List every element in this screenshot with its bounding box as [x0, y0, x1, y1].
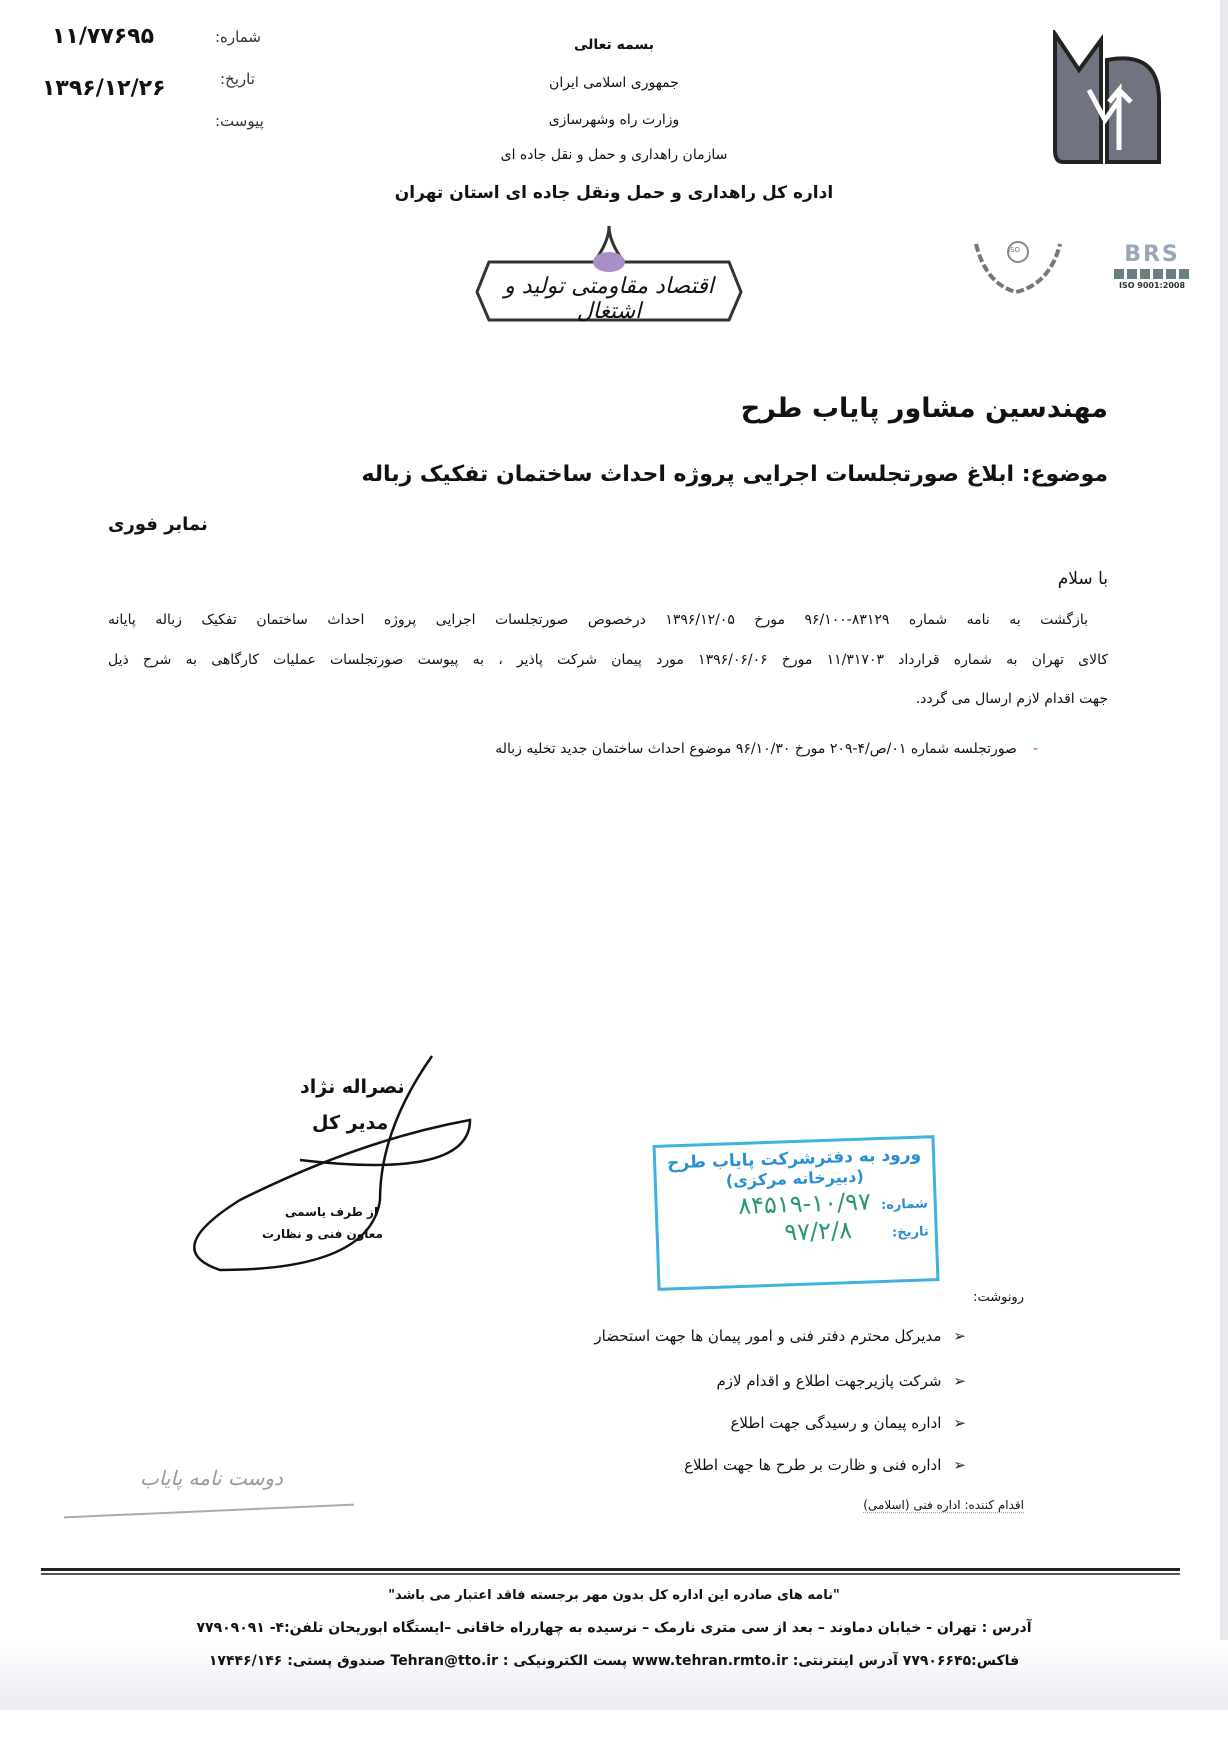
handwritten-note: دوست نامه پایاب [140, 1466, 283, 1490]
cc-item-text: اداره فنی و ظارت بر طرح ها جهت اطلاع [684, 1456, 942, 1474]
receipt-stamp [653, 1135, 940, 1291]
subject: موضوع: ابلاغ صورتجلسات اجرایی پروژه احداث ساختمان تفکیک زباله [361, 462, 1108, 487]
cc-item [717, 1372, 967, 1390]
date-label: تاریخ: [220, 70, 255, 88]
header-line-3: سازمان راهداری و حمل و نقل جاده ای [500, 147, 728, 163]
date-value: ۱۳۹۶/۱۲/۲۶ [42, 76, 166, 101]
cc-item-text: اداره پیمان و رسیدگی جهت اطلاع [730, 1414, 942, 1432]
brs-logo [1108, 232, 1196, 300]
footer-address: آدرس : تهران - خیابان دماوند – بعد از سی متری نارمک – نرسیده به چهارراه خاقانی –ایستگاه ابوریحان تلفن:۴- ۷۷۹۰۹۰۹۱ [196, 1620, 1032, 1636]
action-by: اقدام کننده: اداره فنی (اسلامی) [863, 1498, 1024, 1512]
stamp-number-value: ۱۰/۹۷-۸۴۵۱۹ [737, 1187, 872, 1221]
iso-cert-label: ISO 9001:2008 [1118, 281, 1186, 290]
iso-wings-logo [966, 234, 1070, 296]
arrow-icon: ➢ [953, 1372, 966, 1390]
basmala: بسمه تعالی [573, 37, 655, 53]
slogan-text: اقتصاد مقاومتی تولید و اشتغال [504, 274, 714, 324]
stamp-date-value: ۹۷/۲/۸ [783, 1216, 853, 1247]
arrow-icon: ➢ [953, 1414, 966, 1432]
iso-badge-text: ISO [1008, 246, 1021, 254]
cc-item-text: شرکت پازیرجهت اطلاع و اقدام لازم [716, 1372, 942, 1390]
footer-rule-2 [41, 1573, 1180, 1575]
footer-contact: فاکس:۷۷۹۰۶۶۴۵ آدرس اینترنتی: www.tehran.rmto.ir پست الکترونیکی : Tehran@tto.ir صندوق پستی: ۱۷۴۴۶/۱۴۶ [208, 1653, 1020, 1669]
number-value: ۱۱/۷۷۶۹۵ [52, 24, 155, 49]
deputy-title: معاون فنی و نظارت [262, 1227, 383, 1241]
body-line-1: بازگشت به نامه شماره ۸۳۱۲۹-۹۶/۱۰۰ مورخ ۱۳۹۶/۱۲/۰۵ درخصوص صورتجلسات اجرایی پروژه احداث ساختمان تفکیک زباله پایانه [108, 612, 1088, 628]
body-line-2: کالای تهران به شماره قرارداد ۱۱/۳۱۷۰۳ مورخ ۱۳۹۶/۰۶/۰۶ مورد پیمان شرکت پاذیر ، به پیوست صورتجلسات عملیات کارگاهی به شرح ذیل [108, 652, 1109, 668]
number-label: شماره: [215, 28, 261, 46]
cc-item [730, 1414, 966, 1432]
rmto-logo [1049, 30, 1164, 166]
footer-rule [41, 1568, 1180, 1571]
cc-item-text: مدیرکل محترم دفتر فنی و امور پیمان ها جهت استحضار [594, 1327, 942, 1345]
cc-item [594, 1327, 966, 1345]
signatory-name: نصراله نژاد [300, 1076, 405, 1098]
bullet-text: صورتجلسه شماره ۰۱/ص/۴-۲۰۹ مورخ ۹۶/۱۰/۳۰ موضوع احداث ساختمان جدید تخلیه زباله [495, 741, 1017, 757]
arrow-icon: ➢ [953, 1456, 966, 1474]
stamp-date-label: تاریخ: [891, 1224, 930, 1241]
stamp-line-1: ورود به دفترشرکت پایاب طرح [666, 1144, 922, 1174]
scan-edge [1220, 0, 1228, 1710]
header-line-1: جمهوری اسلامی ایران [549, 75, 679, 91]
stamp-line-2: (دبیرخانه مرکزی) [725, 1166, 865, 1191]
scan-bottom-tint [0, 1640, 1228, 1710]
footer-notice: "نامه های صادره این اداره کل بدون مهر برجسته فاقد اعتبار می باشد" [388, 1588, 840, 1603]
recipient: مهندسین مشاور پایاب طرح [740, 393, 1108, 424]
header-line-2: وزارت راه وشهرسازی [548, 112, 680, 128]
on-behalf: از طرف یاسمی [285, 1205, 379, 1219]
greeting: با سلام [1057, 569, 1108, 589]
fax-note: نمابر فوری [108, 514, 208, 535]
header-line-4: اداره کل راهداری و حمل ونقل جاده ای استان تهران [394, 183, 834, 203]
cc-item [684, 1456, 966, 1474]
signatory-title: مدیر کل [312, 1112, 389, 1134]
body-line-3: جهت اقدام لازم ارسال می گردد. [915, 691, 1108, 707]
slogan-banner [469, 222, 749, 326]
bullet-item [495, 741, 1038, 757]
handwritten-underline [64, 1504, 354, 1519]
arrow-icon: ➢ [953, 1327, 966, 1345]
attachment-label: پیوست: [215, 112, 264, 130]
dash-icon: - [1032, 741, 1038, 757]
stamp-number-label: شماره: [880, 1196, 929, 1214]
cc-label: رونوشت: [973, 1290, 1024, 1305]
brs-text: BRS [1124, 242, 1180, 267]
